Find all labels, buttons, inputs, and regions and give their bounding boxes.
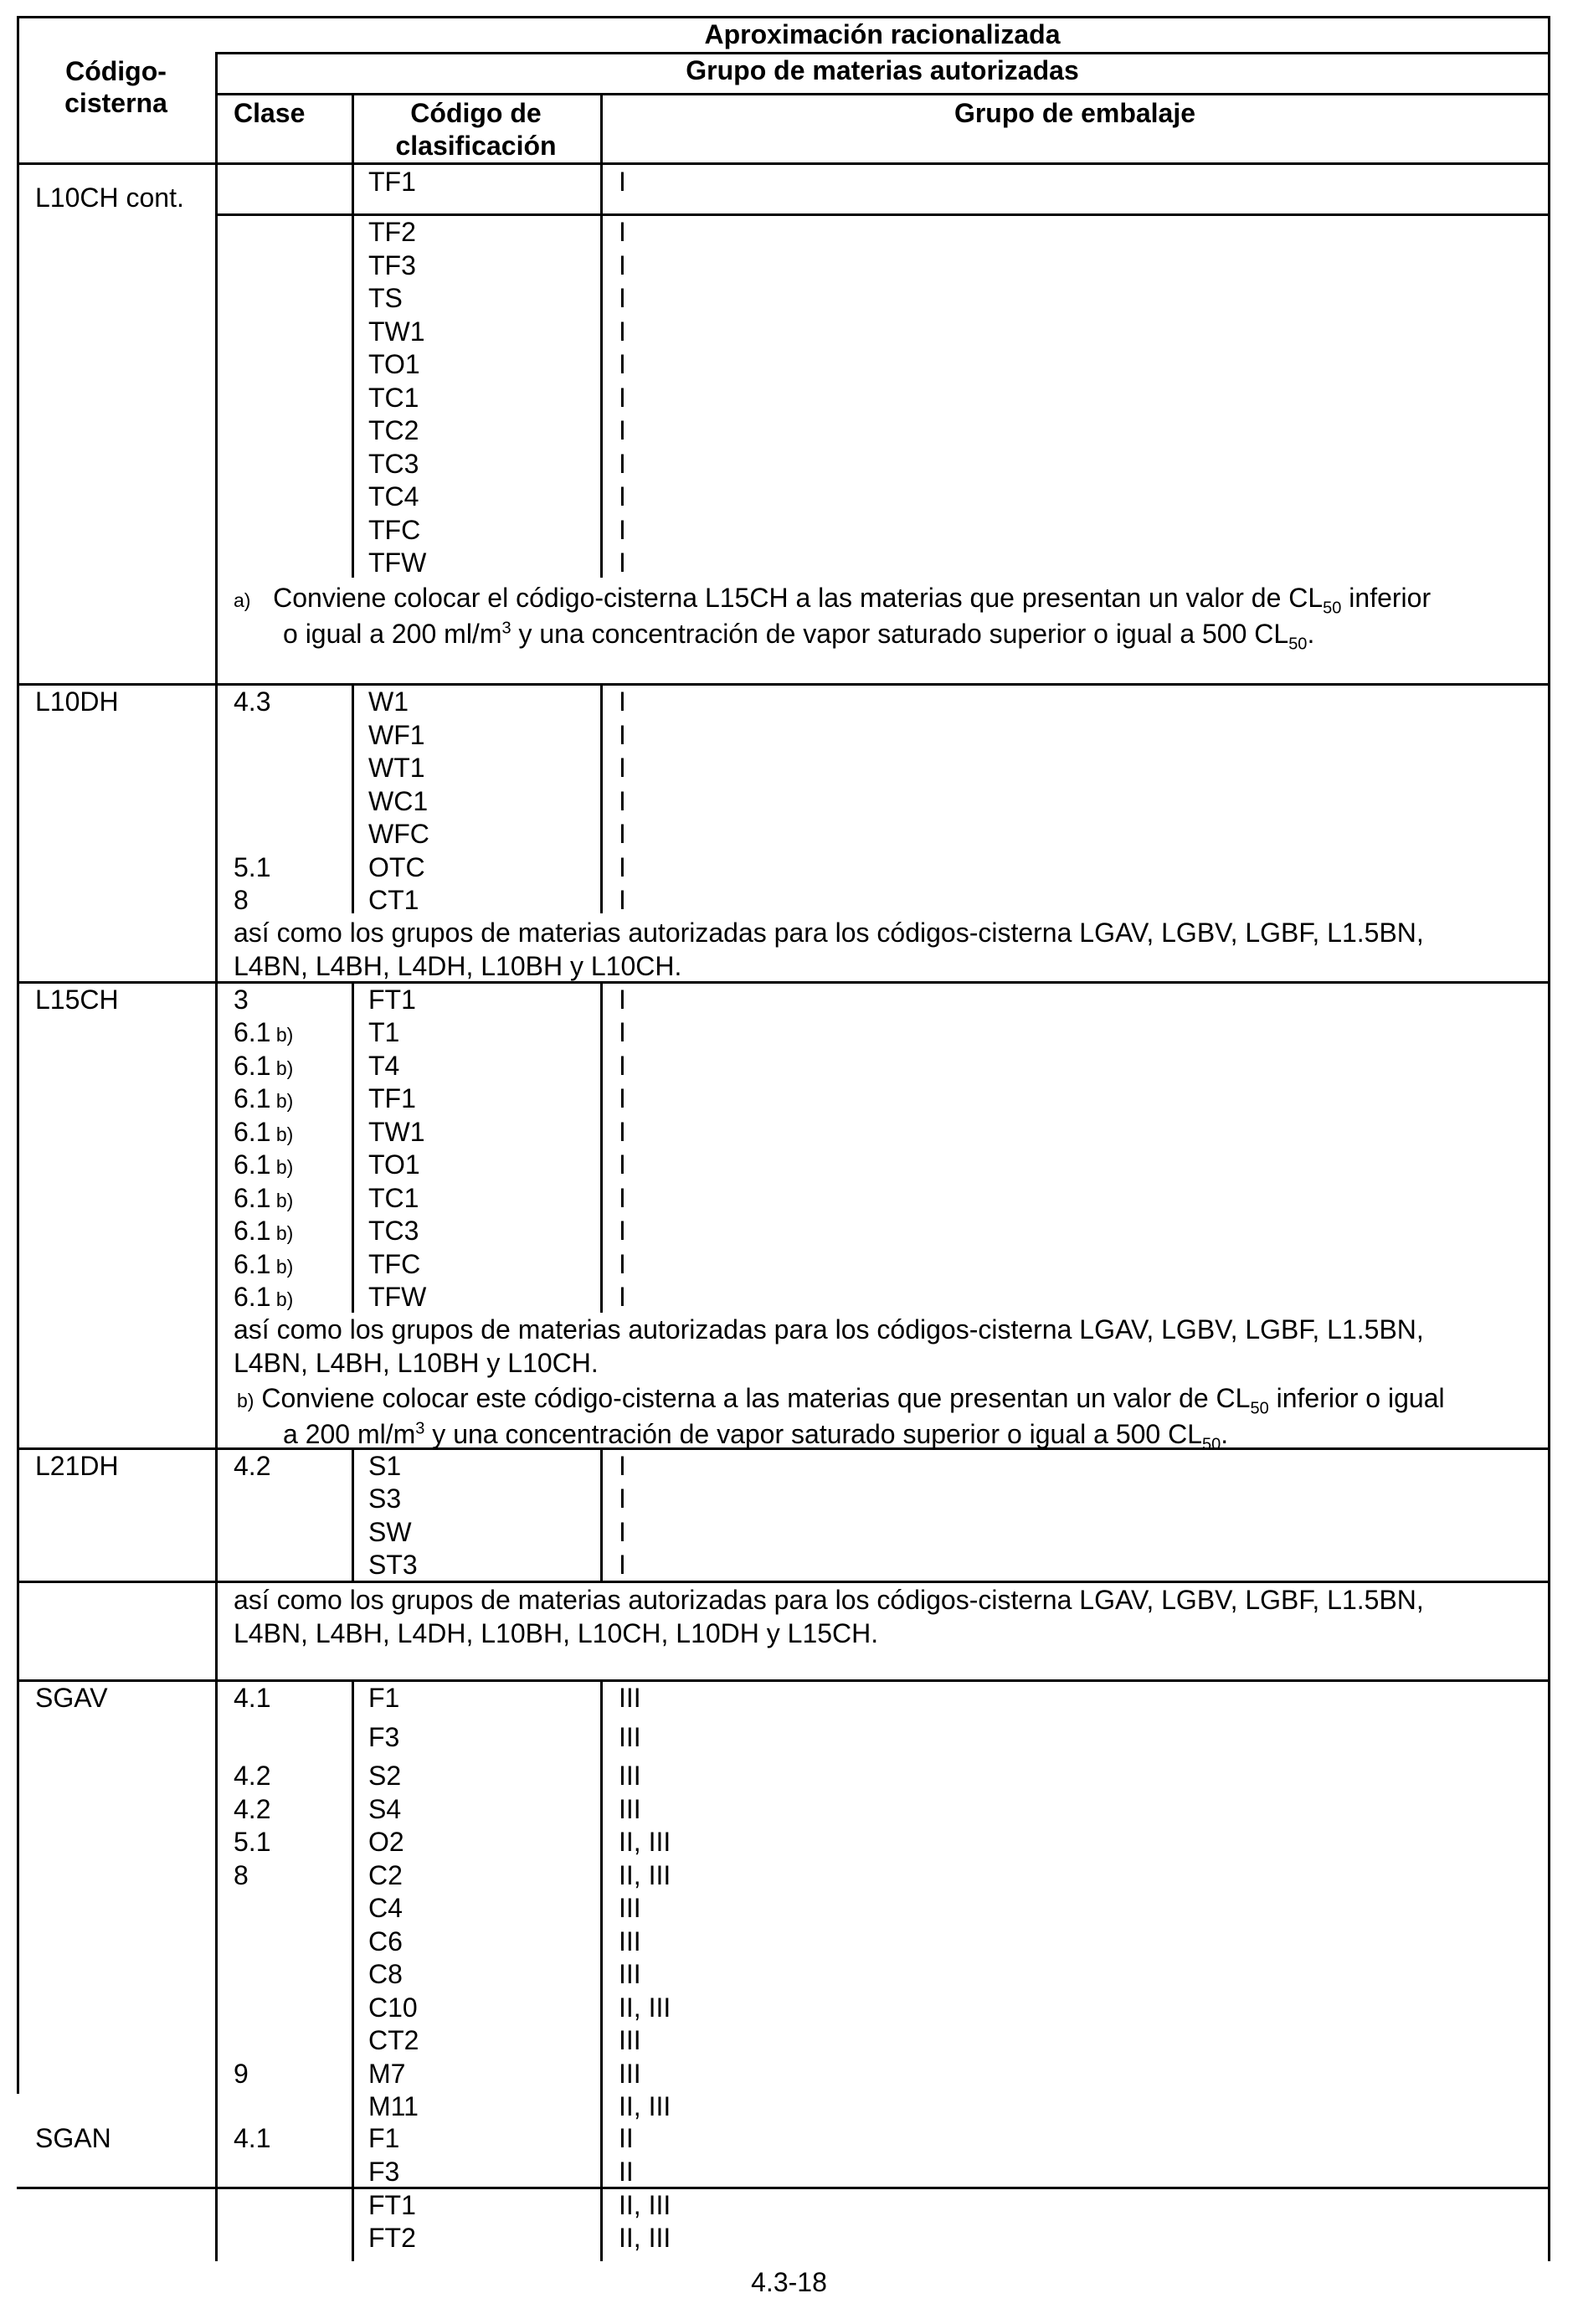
classification-code-cell: TF3 [368, 250, 416, 280]
packing-group-cell: III [619, 2059, 641, 2089]
packing-group-cell: III [619, 1926, 641, 1956]
footnote-ref: b) [270, 1123, 294, 1145]
packing-group-cell: I [619, 1282, 626, 1312]
packing-group-cell: I [619, 1451, 626, 1481]
packing-group-cell: I [619, 167, 626, 197]
packing-group-cell: I [619, 885, 626, 915]
packing-group-cell: I [619, 1117, 626, 1147]
packing-header: Grupo de embalaje [953, 98, 1196, 128]
classification-code-cell: C4 [368, 1893, 403, 1923]
classification-code-cell: O2 [368, 1827, 404, 1857]
packing-group-cell: I [619, 349, 626, 379]
classification-code-cell: TFC [368, 515, 421, 545]
classif-header-line2: clasificación [395, 131, 557, 161]
classification-code-cell: S2 [368, 1761, 402, 1791]
footnote-ref: b) [270, 1024, 294, 1046]
packing-group-cell: I [619, 548, 626, 578]
class-cell: 6.1 b) [234, 1183, 294, 1213]
packing-group-cell: II, III [619, 1992, 671, 2023]
packing-group-cell: III [619, 1683, 641, 1713]
classification-code-cell: TFW [368, 548, 427, 578]
classification-code-cell: F3 [368, 2157, 400, 2187]
class-cell: 4.2 [234, 1451, 271, 1481]
footnote-ref: b) [270, 1090, 294, 1112]
section-footer-text: así como los grupos de materias autorizadas para los códigos-cisterna LGAV, LGBV, LGBF, L1.5BN, L4BN, L4BH, L4DH, L10BH y L10CH. [234, 918, 1424, 981]
packing-group-cell: I [619, 1249, 626, 1279]
classification-code-cell: WT1 [368, 753, 425, 783]
classification-code-cell: TO1 [368, 1149, 420, 1180]
classification-code-cell: TW1 [368, 316, 425, 347]
class-cell: 3 [234, 985, 249, 1015]
class-cell: 8 [234, 1860, 249, 1890]
classification-code-cell: S1 [368, 1451, 402, 1481]
packing-group-cell: I [619, 217, 626, 247]
tank-code: SGAN [35, 2123, 111, 2153]
packing-group-cell: II, III [619, 2091, 671, 2121]
footnote-ref: b) [270, 1222, 294, 1244]
class-cell: 6.1 b) [234, 1249, 294, 1279]
classification-code-cell: TC3 [368, 449, 419, 479]
packing-group-cell: II, III [619, 1860, 671, 1890]
col-divider-clase [352, 1679, 354, 2261]
section-footer-text: así como los grupos de materias autorizadas para los códigos-cisterna LGAV, LGBV, LGBF, L1.5BN, L4BN, L4BH, L4DH, L10BH, L10CH, L10DH y L15CH. [234, 1585, 1424, 1648]
classification-code-cell: F1 [368, 1683, 400, 1713]
classification-code-cell: FT1 [368, 985, 416, 1015]
col-divider-clase [352, 981, 354, 1313]
packing-group-cell: III [619, 1893, 641, 1923]
table-right-border [1548, 16, 1550, 2261]
packing-group-cell: I [619, 515, 626, 545]
footnote-a: a) Conviene colocar el código-cisterna L15CH a las materias que presentan un valor de $CL_{50}$ inferior o igual a 200 $ml/m^3$ y una concentración de vapor saturado superior o igual a 500 $CL_{50}$. [234, 583, 1432, 654]
classification-code-cell: C8 [368, 1959, 403, 1989]
packing-group-cell: I [619, 250, 626, 280]
footnote-b: b) Conviene colocar este código-cisterna a las materias que presentan un valor de $CL_{50}$ inferior o igual a 200 $ml/m^3$ y una concentración de vapor saturado superior o igual a 500 $CL_{50}$. [237, 1383, 1445, 1454]
col-divider-clase [352, 1447, 354, 1581]
packing-group-cell: I [619, 316, 626, 347]
footnote-marker: b) [237, 1390, 254, 1411]
code-col-header-line1: Código- [65, 56, 167, 86]
tank-code: L21DH [35, 1451, 119, 1481]
table-left-border-lower [17, 686, 19, 2094]
packing-group-cell: I [619, 1216, 626, 1246]
classification-code-cell: SW [368, 1517, 412, 1547]
classification-code-cell: F1 [368, 2123, 400, 2153]
packing-group-cell: I [619, 1149, 626, 1180]
footnote-ref: b) [270, 1256, 294, 1278]
header-rule-2 [215, 93, 1550, 95]
packing-group-cell: II, III [619, 1827, 671, 1857]
classification-code-cell: TS [368, 283, 403, 313]
packing-group-cell: III [619, 2025, 641, 2055]
code-col-header-line2: cisterna [64, 88, 167, 118]
classification-code-cell: WC1 [368, 786, 429, 816]
packing-group-cell: II [619, 2123, 634, 2153]
footnote-ref: b) [270, 1190, 294, 1211]
tank-code: SGAV [35, 1683, 108, 1713]
packing-group-cell: I [619, 819, 626, 849]
packing-group-cell: I [619, 985, 626, 1015]
packing-group-cell: I [619, 786, 626, 816]
footnote-marker: a) [234, 589, 251, 611]
classification-code-cell: W1 [368, 686, 409, 717]
col-divider-classif [600, 1447, 603, 1581]
col-divider-clase [352, 162, 354, 578]
classification-code-cell: TF1 [368, 1083, 416, 1113]
approach-title: Aproximación racionalizada [704, 19, 1061, 49]
class-cell: 8 [234, 885, 249, 915]
tank-code: L15CH [35, 985, 119, 1015]
packing-group-cell: III [619, 1722, 641, 1752]
class-cell: 6.1 b) [234, 1083, 294, 1113]
packing-group-cell: I [619, 1051, 626, 1081]
classification-code-cell: WF1 [368, 720, 425, 750]
class-cell: 6.1 b) [234, 1051, 294, 1081]
classification-code-cell: S3 [368, 1483, 402, 1514]
packing-group-cell: II, III [619, 2223, 671, 2253]
classification-code-cell: T1 [368, 1017, 400, 1047]
classification-code-cell: TC1 [368, 1183, 419, 1213]
class-cell: 6.1 b) [234, 1017, 294, 1047]
footnote-ref: b) [270, 1057, 294, 1079]
classification-code-cell: TC4 [368, 481, 419, 512]
packing-group-cell: III [619, 1794, 641, 1824]
class-cell: 5.1 [234, 852, 271, 882]
clase-header: Clase [234, 98, 306, 128]
class-cell: 4.1 [234, 2123, 271, 2153]
packing-group-cell: II [619, 2157, 634, 2187]
class-cell: 4.2 [234, 1761, 271, 1791]
classification-code-cell: C2 [368, 1860, 403, 1890]
col-divider-classif [600, 1679, 603, 2261]
classification-code-cell: M11 [368, 2091, 419, 2121]
packing-group-cell: I [619, 1483, 626, 1514]
classification-code-cell: CT2 [368, 2025, 419, 2055]
class-cell: 4.1 [234, 1683, 271, 1713]
packing-group-cell: I [619, 1550, 626, 1580]
classification-code-cell: S4 [368, 1794, 402, 1824]
packing-group-cell: I [619, 1083, 626, 1113]
packing-group-cell: III [619, 1959, 641, 1989]
col-divider-classif [600, 981, 603, 1313]
classification-code-cell: TC3 [368, 1216, 419, 1246]
packing-group-cell: I [619, 852, 626, 882]
tank-code: L10DH [35, 686, 119, 717]
col-divider-classif [600, 683, 603, 913]
classification-code-cell: F3 [368, 1722, 400, 1752]
classification-code-cell: TW1 [368, 1117, 425, 1147]
class-cell: 6.1 b) [234, 1282, 294, 1312]
section-footer-text: así como los grupos de materias autorizadas para los códigos-cisterna LGAV, LGBV, LGBF, L1.5BN, L4BN, L4BH, L10BH y L10CH. [234, 1314, 1424, 1378]
class-cell: 5.1 [234, 1827, 271, 1857]
packing-group-cell: I [619, 686, 626, 717]
classification-code-cell: TO1 [368, 349, 420, 379]
classification-code-cell: TC2 [368, 415, 419, 445]
header-bottom-rule [17, 162, 1550, 165]
classification-code-cell: CT1 [368, 885, 419, 915]
page-number: 4.3-18 [751, 2267, 827, 2297]
footnote-ref: b) [270, 1288, 294, 1310]
tank-code: L10CH cont. [35, 183, 184, 213]
classification-code-cell: FT2 [368, 2223, 416, 2253]
section-rule [17, 2187, 1550, 2189]
class-cell: 6.1 b) [234, 1149, 294, 1180]
classification-code-cell: C6 [368, 1926, 403, 1956]
col-divider-classif [600, 162, 603, 578]
classification-code-cell: TF1 [368, 167, 416, 197]
classification-code-cell: ST3 [368, 1550, 418, 1580]
packing-group-cell: I [619, 449, 626, 479]
packing-group-cell: I [619, 481, 626, 512]
classification-code-cell: FT1 [368, 2190, 416, 2220]
class-cell: 6.1 b) [234, 1117, 294, 1147]
class-cell: 9 [234, 2059, 249, 2089]
packing-group-cell: I [619, 1517, 626, 1547]
group-title: Grupo de materias autorizadas [686, 55, 1079, 85]
packing-group-cell: I [619, 1183, 626, 1213]
packing-group-cell: I [619, 383, 626, 413]
col-divider-clase [352, 683, 354, 913]
packing-group-cell: I [619, 1017, 626, 1047]
classification-code-cell: OTC [368, 852, 425, 882]
class-cell: 4.3 [234, 686, 271, 717]
classification-code-cell: C10 [368, 1992, 418, 2023]
classification-code-cell: TFW [368, 1282, 427, 1312]
packing-group-cell: I [619, 720, 626, 750]
classification-code-cell: WFC [368, 819, 429, 849]
classification-code-cell: TFC [368, 1249, 421, 1279]
packing-group-cell: III [619, 1761, 641, 1791]
class-cell: 4.2 [234, 1794, 271, 1824]
classification-code-cell: TC1 [368, 383, 419, 413]
packing-group-cell: II, III [619, 2190, 671, 2220]
packing-group-cell: I [619, 283, 626, 313]
packing-group-cell: I [619, 753, 626, 783]
class-cell: 6.1 b) [234, 1216, 294, 1246]
classification-code-cell: M7 [368, 2059, 406, 2089]
packing-group-cell: I [619, 415, 626, 445]
classification-code-cell: T4 [368, 1051, 400, 1081]
classif-header-line1: Código de [410, 98, 542, 128]
classification-code-cell: TF2 [368, 217, 416, 247]
footnote-ref: b) [270, 1156, 294, 1178]
col-divider-code [215, 52, 218, 2261]
